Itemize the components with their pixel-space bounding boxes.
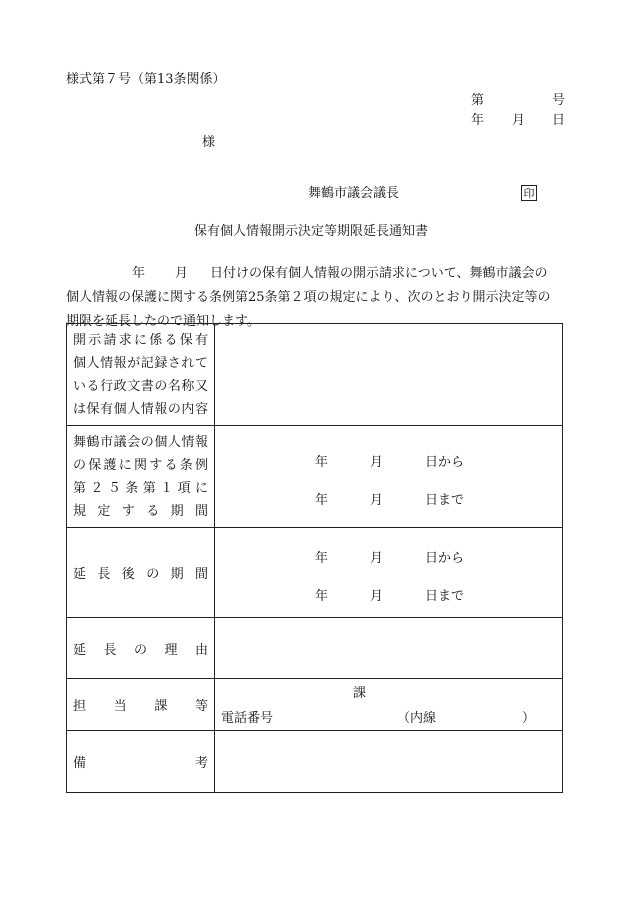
row-original-period (67, 426, 563, 528)
extended-period-to (215, 573, 562, 611)
label-extended-period (67, 528, 215, 618)
from-day: 日から (425, 550, 465, 566)
notice-form-table (66, 323, 563, 793)
issue-date-year: 年 (471, 113, 485, 128)
label-line: 開示請求に係る保有 (73, 332, 208, 348)
row-remarks (67, 731, 563, 793)
to-year: 年 (315, 588, 329, 604)
label-line: 規定する期間 (73, 503, 208, 519)
from-month: 月 (370, 454, 384, 470)
original-period-from (215, 439, 562, 477)
body-line-2: 個人情報の保護に関する条例第25条第２項の規定により、次のとおり開示決定等の (66, 290, 551, 305)
extension-close: ） (522, 711, 536, 726)
value-extended-period[interactable] (215, 528, 563, 618)
to-day: 日まで (425, 588, 465, 604)
from-day: 日から (425, 454, 465, 470)
label-remarks (67, 731, 215, 793)
row-department (67, 679, 563, 731)
label-line: の保護に関する条例 (73, 457, 208, 473)
label-department (67, 679, 215, 731)
body-year: 年 (132, 266, 146, 281)
form-number: 様式第７号（第13条関係） (66, 72, 226, 87)
issue-date-month: 月 (512, 113, 526, 128)
from-year: 年 (315, 454, 329, 470)
value-document-name[interactable] (215, 324, 563, 426)
original-period-to (215, 477, 562, 515)
value-remarks[interactable] (215, 731, 563, 793)
label-reason (67, 618, 215, 679)
body-line-3: 期限を延長したので通知します。 (66, 314, 260, 329)
extension-label: （内線 (397, 711, 437, 726)
doc-number-suffix: 号 (552, 93, 566, 108)
label-line: 個人情報が記録されて (73, 355, 208, 371)
to-day: 日まで (425, 492, 465, 508)
label-line: 担当課等 (73, 699, 208, 714)
row-extended-period (67, 528, 563, 618)
document-title: 保有個人情報開示決定等期限延長通知書 (194, 224, 429, 239)
row-reason (67, 618, 563, 679)
to-month: 月 (370, 492, 384, 508)
body-line-1 (66, 262, 566, 286)
issue-date-day: 日 (552, 113, 566, 128)
to-year: 年 (315, 492, 329, 508)
label-original-period (67, 426, 215, 528)
doc-number-label: 第 (471, 93, 485, 108)
seal-mark: 印 (521, 185, 537, 201)
value-department[interactable] (215, 679, 563, 731)
body-line-1-rest: 日付けの保有個人情報の開示請求について、舞鶴市議会の (210, 266, 548, 281)
label-line: 延長の理由 (73, 642, 208, 658)
body-month: 月 (175, 266, 189, 281)
label-line: 舞鶴市議会の個人情報 (73, 434, 208, 450)
label-line: 第２５条第１項に (73, 480, 208, 496)
extended-period-from (215, 535, 562, 573)
issuer-name: 舞鶴市議会議長 (308, 186, 400, 201)
from-year: 年 (315, 550, 329, 566)
from-month: 月 (370, 550, 384, 566)
value-original-period[interactable] (215, 426, 563, 528)
label-line: いる行政文書の名称又 (73, 378, 208, 394)
addressee-suffix: 様 (202, 135, 216, 150)
row-document-name (67, 324, 563, 426)
to-month: 月 (370, 588, 384, 604)
label-line: 備考 (73, 756, 208, 771)
label-document-name (67, 324, 215, 426)
label-line: は保有個人情報の内容 (73, 401, 208, 417)
value-reason[interactable] (215, 618, 563, 679)
phone-label: 電話番号 (221, 711, 274, 726)
section-suffix: 課 (353, 686, 367, 701)
label-line: 延長後の期間 (73, 567, 208, 582)
